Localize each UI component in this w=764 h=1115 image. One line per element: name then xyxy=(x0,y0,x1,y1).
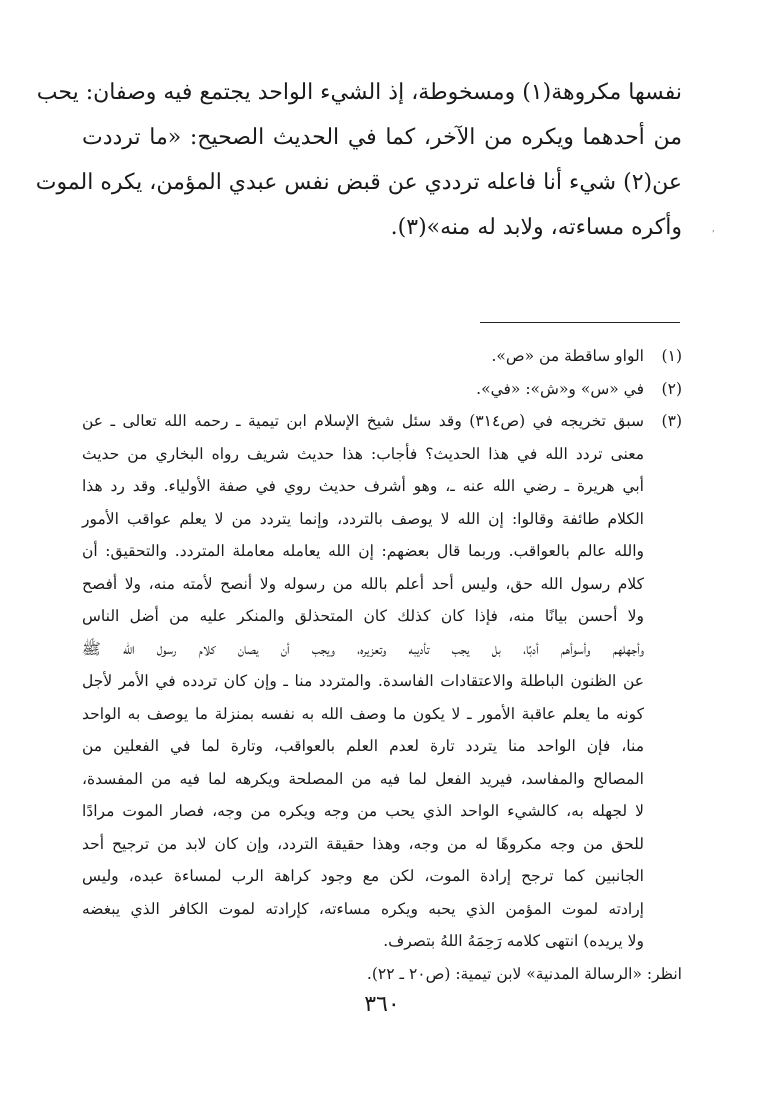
footnote-line: سبق تخريجه في (ص٣١٤) وقد سئل شيخ الإسلام ابن تيمية ـ رحمه الله تعالى ـ عن xyxy=(82,412,644,430)
footnote-separator xyxy=(480,322,680,323)
main-text-line: من أحدهما ويكره من الآخر، كما في الحديث الصحيح: «ما ترددت xyxy=(82,125,682,150)
footnote-line: الكلام طائفة وقالوا: إن الله لا يوصف بالتردد، وإنما يتردد من لا يعلم عواقب الأمور xyxy=(82,509,644,528)
footnote-line: كلام رسول الله حق، وليس أحد أعلم بالله من رسوله ولا أنصح لأمته منه، ولا أفصح xyxy=(82,574,645,593)
footnote-2 xyxy=(82,373,682,406)
footnote-number: (١) xyxy=(661,347,682,365)
footnote-3 xyxy=(82,405,682,958)
footnote-line: كونه ما يعلم عاقبة الأمور ـ لا يكون ما وصف الله به نفسه بمنزلة ما يوصف به الواحد xyxy=(82,704,644,723)
footnote-line: للحق من وجه مكروهًا له من وجه، وهذا حقيقة التردد، وإن كان لابد من ترجيح أحد xyxy=(82,834,644,853)
footnote-1 xyxy=(82,340,682,373)
main-text-line: نفسها مكروهة(١) ومسخوطة، إذ الشيء الواحد يجتمع فيه وصفان: يحب xyxy=(36,80,682,105)
main-text-block xyxy=(35,70,682,250)
footnote-line: لا لجهله به، كالشيء الواحد الذي يحب من وجه ويكره من وجه، فصار الموت مرادًا xyxy=(82,802,644,820)
footnote-line: منا، فإن الواحد منا يتردد تارة لعدم العلم بالعواقب، وتارة لما في الفعلين من xyxy=(82,737,644,755)
footnote-line: الجانبين كما ترجح إرادة الموت، لكن مع وجود كراهة الرب لمساءة عبده، وليس xyxy=(82,867,644,885)
main-text-line: عن(٢) شيء أنا فاعله ترددي عن قبض نفس عبدي المؤمن، يكره الموت xyxy=(35,170,682,195)
footnote-line: المصالح والمفاسد، فيريد الفعل لما فيه من المصلحة ويكرهه لما فيه من المفسدة، xyxy=(82,769,644,788)
margin-mark: , xyxy=(712,224,715,234)
footnote-number: (٣) xyxy=(661,412,682,430)
footnote-number: (٢) xyxy=(661,379,682,398)
footnote-line: أبي هريرة ـ رضي الله عنه ـ، وهو أشرف حديث روي في صفة الأولياء. وقد رد هذا xyxy=(82,477,644,495)
footnote-line: معنى تردد الله في هذا الحديث؟ فأجاب: هذا حديث شريف رواه البخاري من حديث xyxy=(82,444,644,463)
footnote-line: والله عالم بالعواقب. وربما قال بعضهم: إن الله يعامله معاملة المتردد. والتحقيق: أن xyxy=(82,542,644,560)
footnote-line: عن الظنون الباطلة والاعتقادات الفاسدة. والمتردد منا ـ وإن كان تردده في الأمر لأجل xyxy=(82,672,644,690)
main-text-line: وأكره مساءته، ولابد له منه»(٣). xyxy=(390,215,682,240)
footnote-reference: انظر: «الرسالة المدنية» لابن تيمية: (ص٢٠ ـ ٢٢). xyxy=(366,964,682,983)
page-number: ٣٦٠ xyxy=(364,992,400,1017)
footnote-line: الواو ساقطة من «ص». xyxy=(491,347,644,365)
footnote-line: ولا يريده) انتهى كلامه رَحِمَهُ اللهُ بتصرف. xyxy=(383,932,644,950)
footnote-line: إرادته لموت المؤمن الذي يحبه ويكره مساءته، كإرادته لموت الكافر الذي يبغضه xyxy=(82,899,644,918)
footnote-line: وأجهلهم وأسوأهم أدبًا، بل يجب تأديبه وتعزيره، ويجب أن يصان كلام رسول الله ﷺ xyxy=(82,639,644,658)
footnote-line: في «س» و«ش»: «في». xyxy=(476,379,644,398)
footnote-line: ولا أحسن بيانًا منه، فإذا كان كذلك كان المتحذلق والمنكر عليه من أضل الناس xyxy=(82,607,644,625)
footnotes xyxy=(82,340,682,990)
